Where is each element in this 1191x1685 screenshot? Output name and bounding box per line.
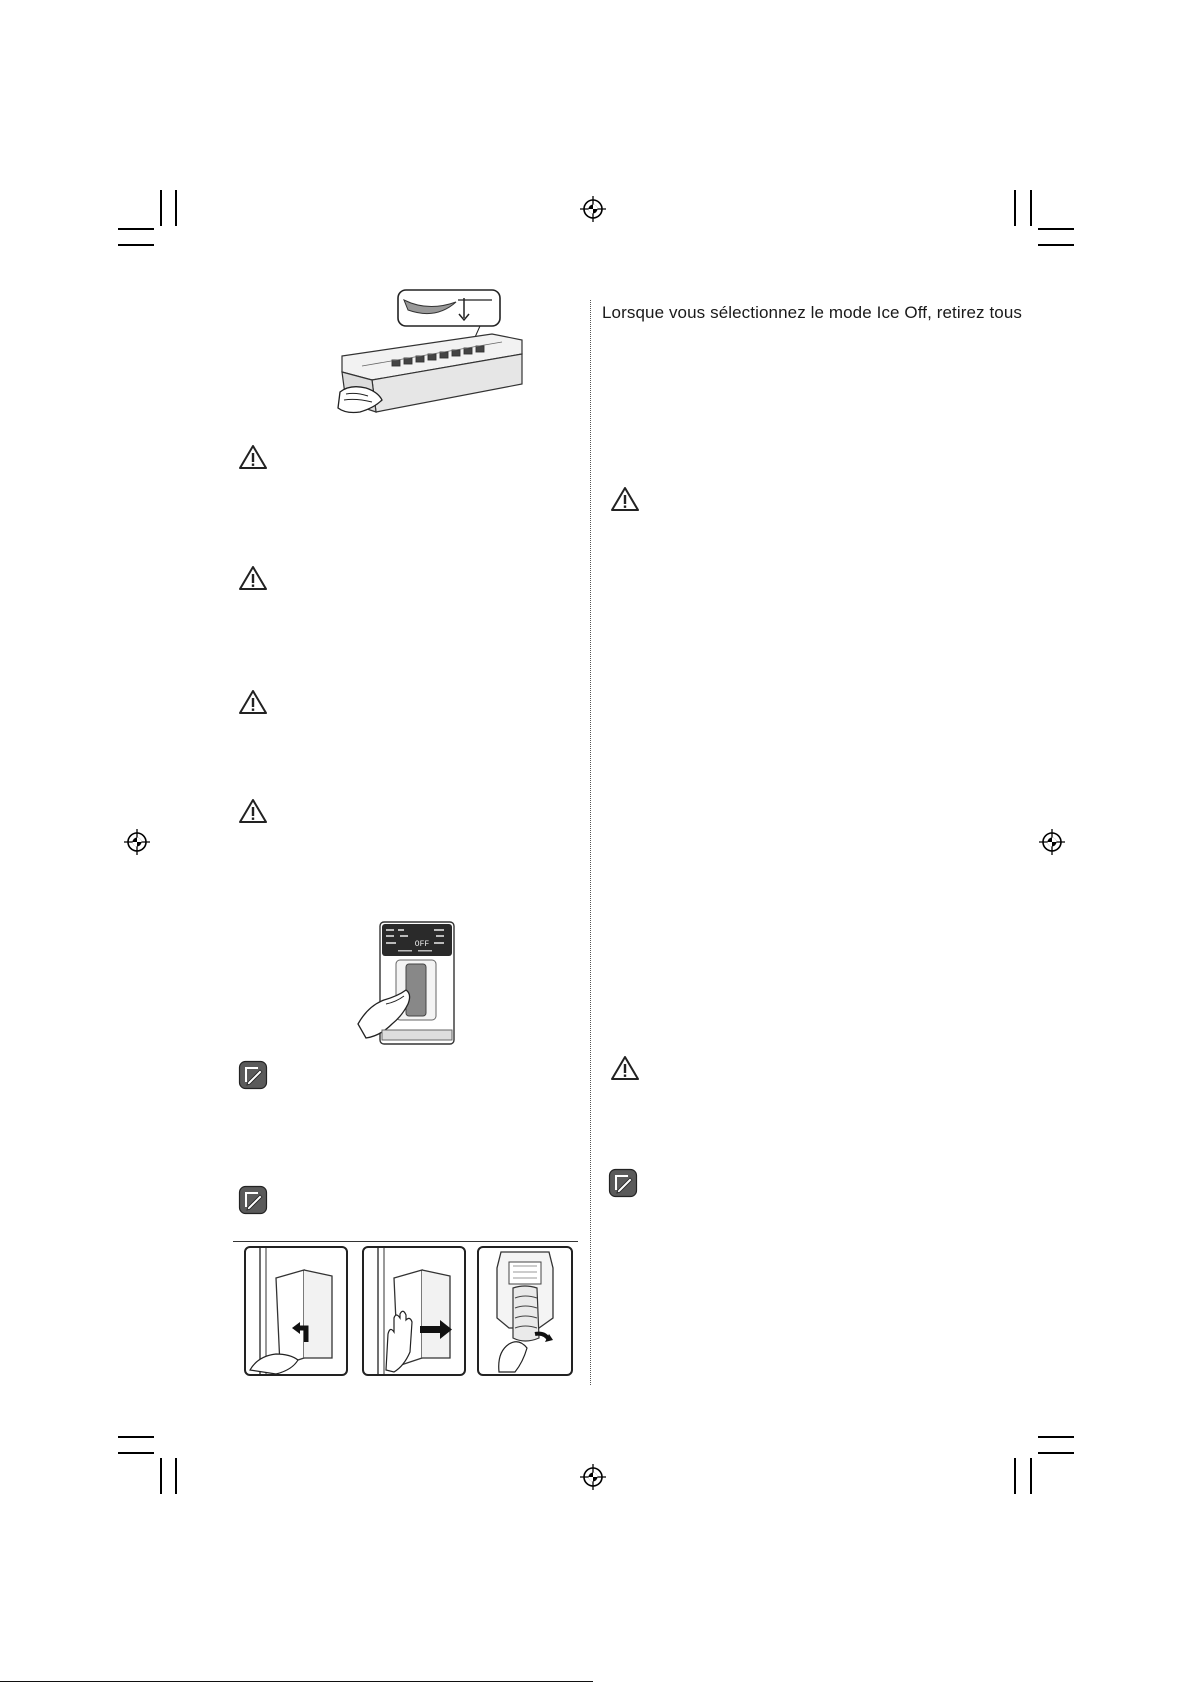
column-divider	[590, 300, 591, 1385]
display-readout: OFF	[414, 940, 430, 949]
step-panel-1	[244, 1246, 348, 1376]
crop-mark	[175, 1458, 177, 1494]
crop-mark	[1030, 190, 1032, 226]
push-slide-step-figure	[364, 1248, 464, 1374]
crop-mark	[1038, 1436, 1074, 1438]
crop-mark	[1030, 1458, 1032, 1494]
crop-mark	[118, 244, 154, 246]
ice-maker-tray-figure	[332, 288, 528, 424]
warning-icon	[610, 1054, 640, 1082]
door-open-step-figure	[246, 1248, 346, 1374]
registration-mark-icon	[580, 196, 606, 222]
crop-mark	[175, 190, 177, 226]
step-panel-3	[477, 1246, 573, 1376]
dispenser-figure	[356, 920, 456, 1048]
step-panel-2	[362, 1246, 466, 1376]
footer-rule	[0, 1681, 593, 1682]
crop-mark	[118, 1452, 154, 1454]
crop-mark	[1038, 244, 1074, 246]
crop-mark	[1014, 1458, 1016, 1494]
registration-mark-icon	[124, 829, 150, 855]
crop-mark	[1038, 228, 1074, 230]
warning-icon	[238, 564, 268, 592]
crop-mark	[160, 1458, 162, 1494]
ice-off-instruction-text: Lorsque vous sélectionnez le mode Ice Off, retirez tous	[602, 303, 1023, 322]
warning-icon	[238, 688, 268, 716]
warning-icon	[610, 485, 640, 513]
crop-mark	[1014, 190, 1016, 226]
warning-icon	[238, 443, 268, 471]
crop-mark	[118, 228, 154, 230]
warning-icon	[238, 797, 268, 825]
crop-mark	[1038, 1452, 1074, 1454]
note-icon	[608, 1168, 638, 1198]
registration-mark-icon	[1039, 829, 1065, 855]
note-icon	[238, 1185, 268, 1215]
crop-mark	[160, 190, 162, 226]
crop-mark	[118, 1436, 154, 1438]
registration-mark-icon	[580, 1464, 606, 1490]
note-icon	[238, 1060, 268, 1090]
section-divider	[233, 1241, 578, 1242]
remove-auger-step-figure	[479, 1248, 571, 1374]
